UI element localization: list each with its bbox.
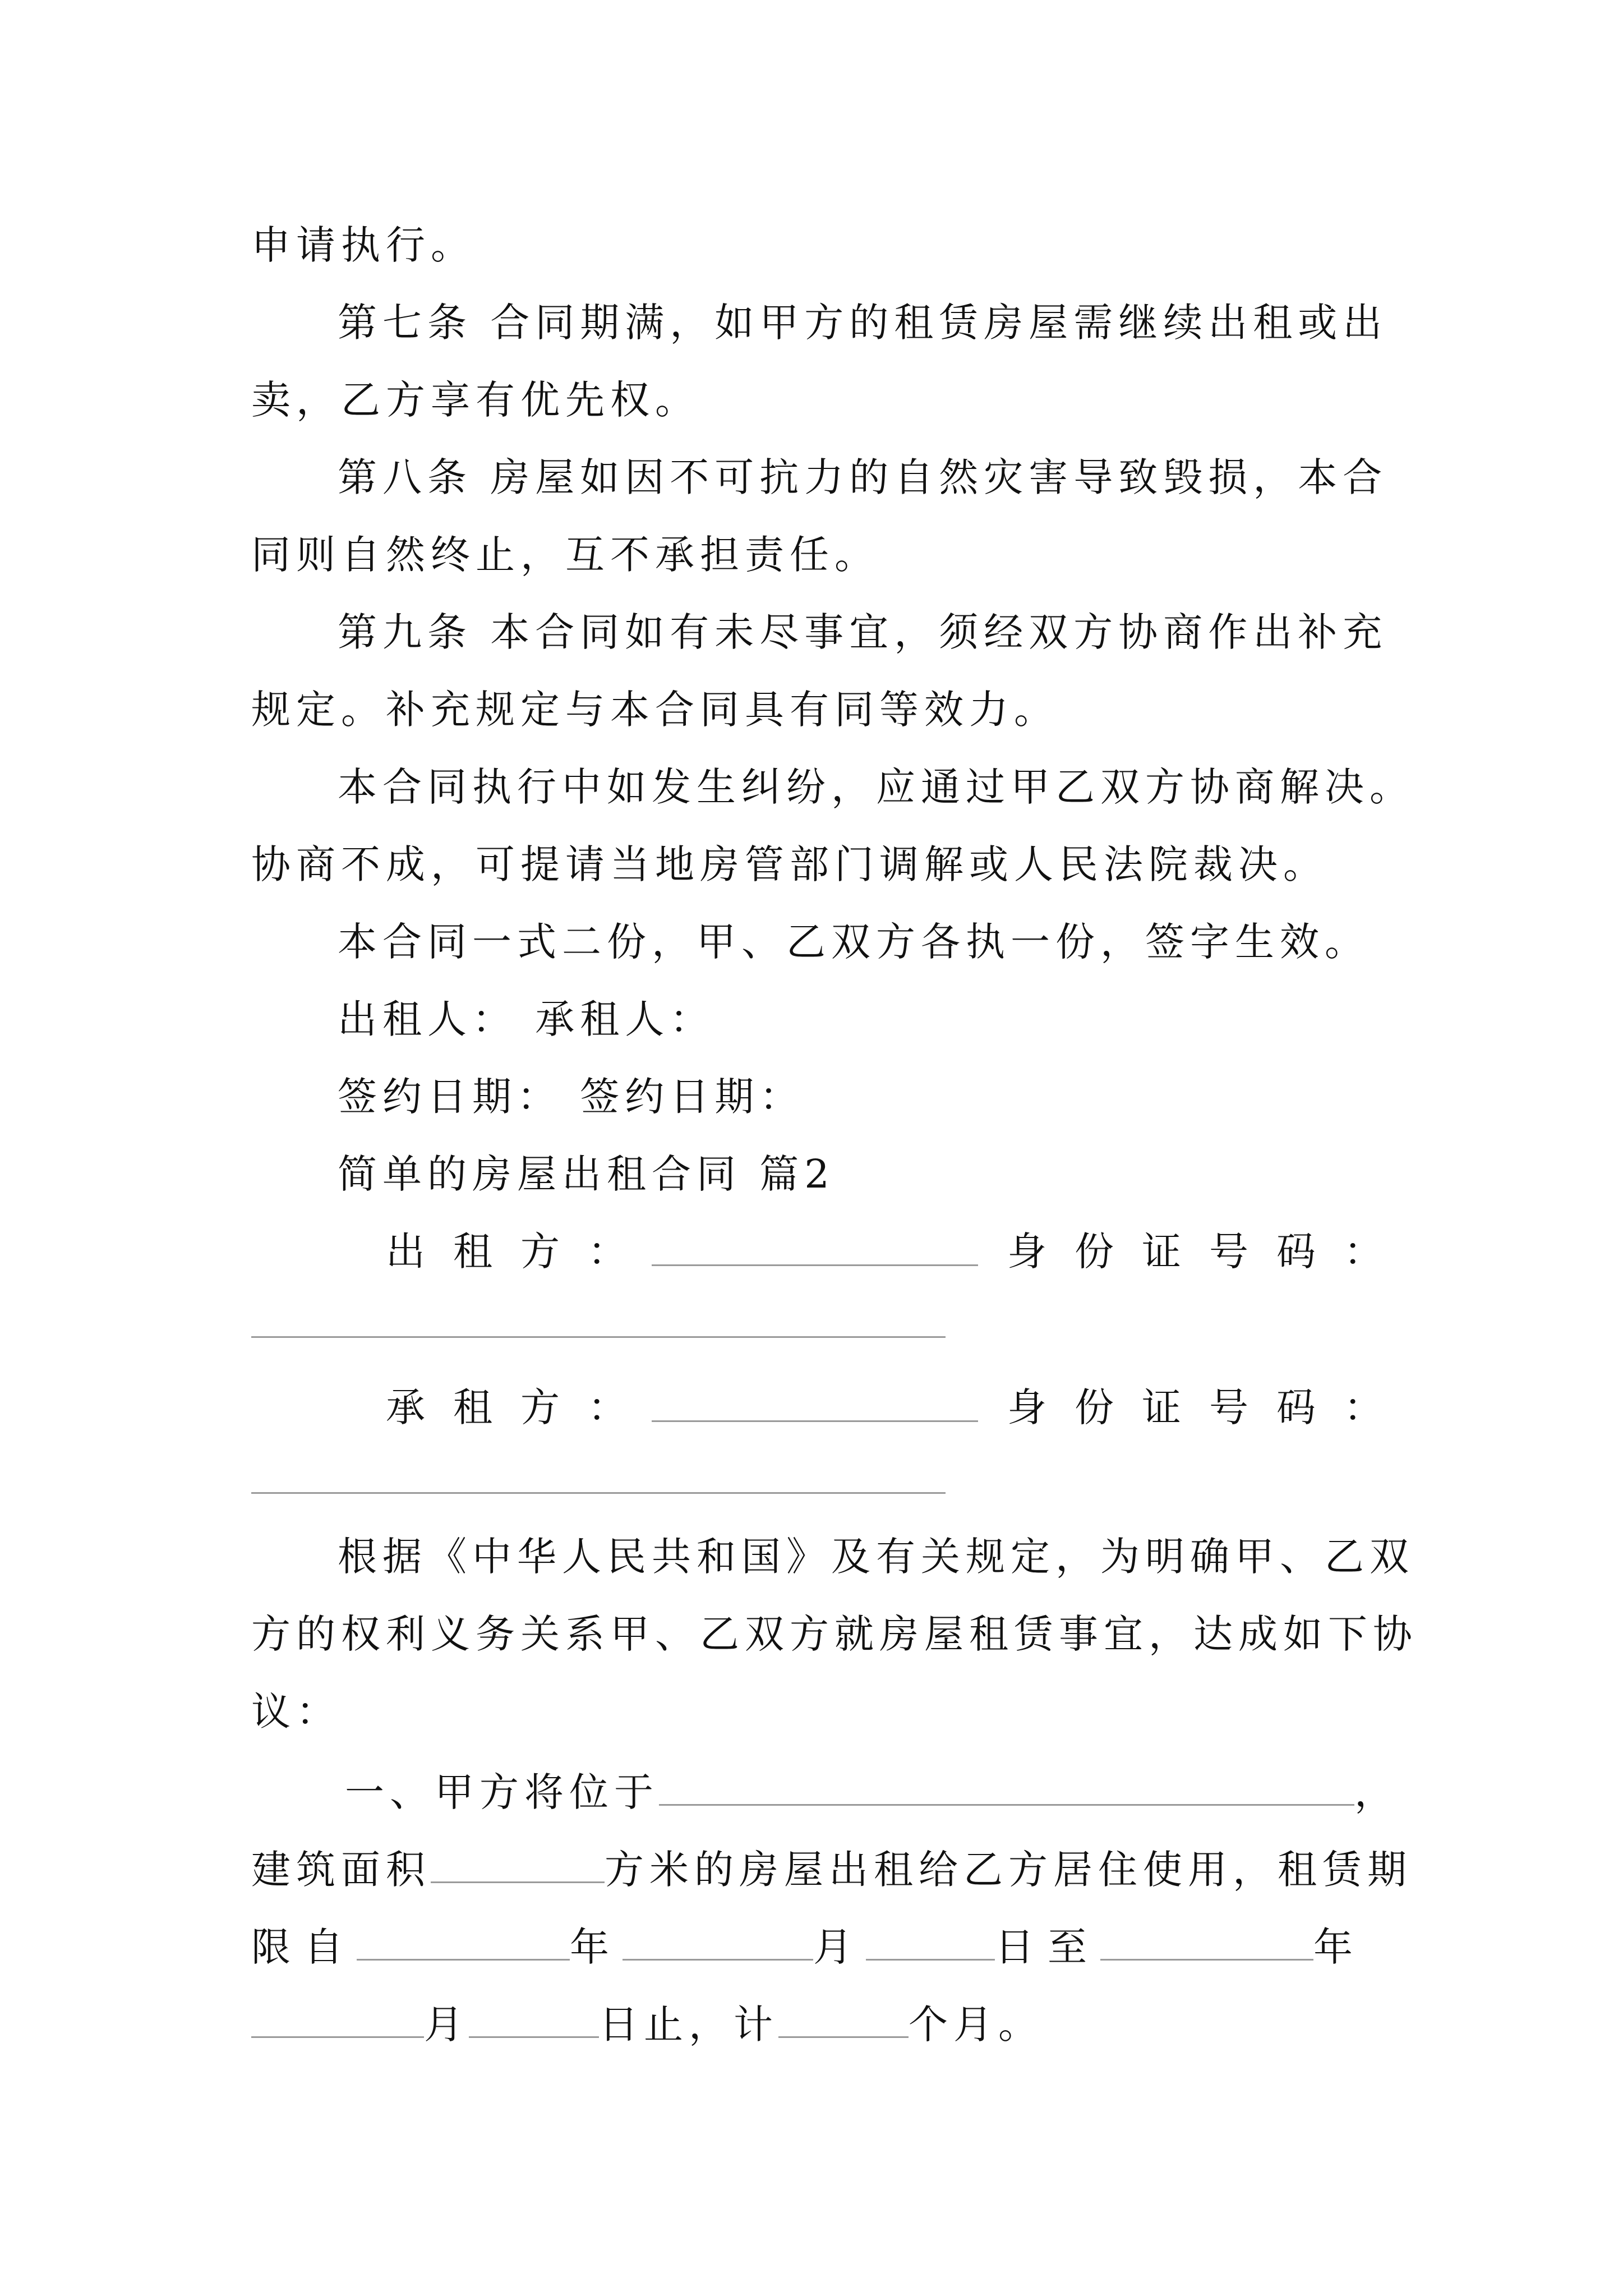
end-month-blank: [251, 2001, 424, 2038]
text-fragment: 年: [1313, 1924, 1366, 1970]
text-line: 同则自然终止，互不承担责任。: [251, 532, 879, 578]
end-year-blank: [1100, 1924, 1313, 1961]
start-month-blank: [623, 1924, 813, 1961]
text-fragment: 年: [570, 1924, 623, 1970]
start-day-blank: [866, 1924, 995, 1961]
text-fragment: 月: [424, 2001, 469, 2047]
text-fragment: 一、甲方将位于: [345, 1769, 659, 1815]
text-fragment: 个月。: [909, 2001, 1043, 2047]
text-line: 申请执行。: [251, 222, 476, 268]
lessee-label: 承租方：: [386, 1384, 655, 1430]
section-heading: 简单的房屋出租合同 篇2: [338, 1151, 835, 1197]
text-fragment: 限自: [251, 1924, 357, 1970]
text-fragment: ，: [1354, 1769, 1399, 1815]
dispute-clause: 本合同执行中如发生纠纷，应通过甲乙双方协商解决。: [338, 764, 1414, 810]
text-line: 协商不成，可提请当地房管部门调解或人民法院裁决。: [251, 841, 1328, 887]
text-fragment: 日至: [995, 1924, 1100, 1970]
text-line: 卖，乙方享有优先权。: [251, 377, 700, 423]
copies-clause: 本合同一式二份，甲、乙双方各执一份，签字生效。: [338, 919, 1370, 965]
lessor-name-blank: [652, 1264, 978, 1266]
address-blank: [659, 1769, 1354, 1806]
end-day-blank: [469, 2001, 599, 2038]
start-year-blank: [357, 1924, 570, 1961]
lessee-id-blank: [251, 1492, 946, 1494]
lessor-id-blank: [251, 1336, 946, 1338]
signature-dates: 签约日期： 签约日期：: [338, 1074, 805, 1120]
article-1-line: [345, 1769, 1399, 1815]
preamble: 根据《中华人民共和国》及有关规定，为明确甲、乙双: [338, 1534, 1414, 1580]
lessee-id-label: 身份证号码：: [1007, 1384, 1411, 1430]
text-line: 规定。补充规定与本合同具有同等效力。: [251, 687, 1059, 733]
text-fragment: 日止，计: [599, 2001, 778, 2047]
clause-7: 第七条 合同期满，如甲方的租赁房屋需继续出租或出: [338, 300, 1388, 346]
text-fragment: 方米的房屋出租给乙方居住使用，租赁期: [605, 1847, 1412, 1893]
months-count-blank: [778, 2001, 909, 2038]
area-blank: [431, 1847, 605, 1883]
area-line: [251, 1847, 1412, 1893]
text-line: 方的权利义务关系甲、乙双方就房屋租赁事宜，达成如下协: [251, 1611, 1418, 1657]
lessor-id-label: 身份证号码：: [1007, 1228, 1411, 1274]
term-end-line: [251, 2001, 1043, 2047]
text-fragment: 建筑面积: [251, 1847, 431, 1893]
text-fragment: 月: [813, 1924, 866, 1970]
clause-8: 第八条 房屋如因不可抗力的自然灾害导致毁损，本合: [338, 454, 1388, 500]
term-line: [251, 1924, 1366, 1970]
text-line: 议：: [251, 1688, 341, 1734]
signature-parties: 出租人： 承租人：: [338, 996, 715, 1042]
lessee-name-blank: [652, 1420, 978, 1422]
clause-9: 第九条 本合同如有未尽事宜，须经双方协商作出补充: [338, 609, 1388, 655]
lessor-label: 出租方：: [386, 1228, 655, 1274]
